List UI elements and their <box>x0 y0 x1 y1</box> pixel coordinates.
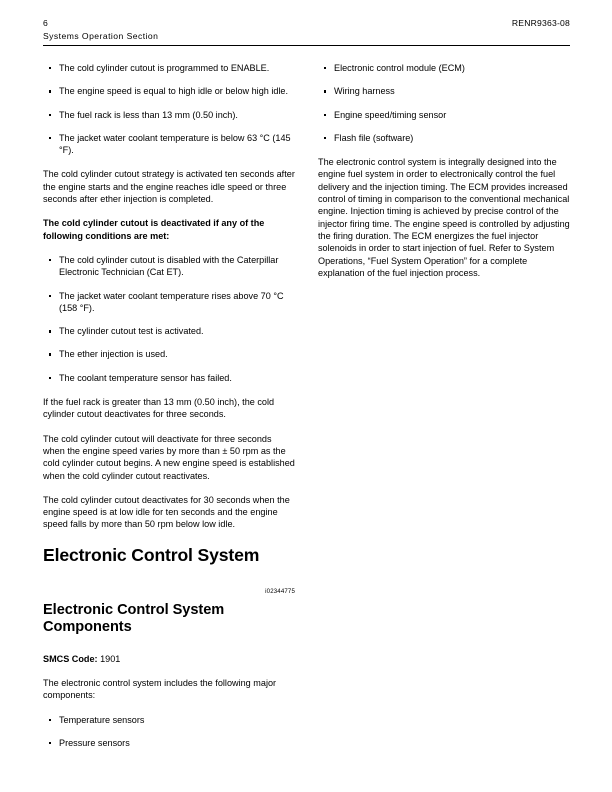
activation-conditions-list <box>43 62 295 156</box>
page-number: 6 <box>43 18 48 28</box>
smcs-code <box>43 653 295 665</box>
components-list-left <box>43 714 295 750</box>
list-item: Temperature sensors <box>43 714 295 726</box>
left-column <box>43 62 295 761</box>
list-item: The jacket water coolant temperature is below 63 °C (145 °F). <box>43 132 295 157</box>
header-divider <box>43 45 570 46</box>
paragraph-cutout-strategy: The cold cylinder cutout strategy is activated ten seconds after the engine starts and the engine reaches idle speed or three seconds after ether injection is completed. <box>43 169 295 205</box>
list-item: The jacket water coolant temperature rises above 70 °C (158 °F). <box>43 290 295 315</box>
list-item: The ether injection is used. <box>43 348 295 360</box>
list-item: Flash file (software) <box>318 132 570 144</box>
smcs-code-value: 1901 <box>100 653 121 664</box>
right-column <box>318 62 570 291</box>
paragraph-deactivate-thirty-seconds: The cold cylinder cutout deactivates for 30 seconds when the engine speed is at low idle for ten seconds and the engine speed falls by more than 50 rpm below low idle. <box>43 494 290 530</box>
header-top-row <box>43 18 570 29</box>
list-item: Wiring harness <box>318 85 570 97</box>
deactivation-conditions-list <box>43 254 295 384</box>
subsection-title: Electronic Control System Components <box>43 601 225 636</box>
list-item: The cold cylinder cutout is programmed to ENABLE. <box>43 62 295 74</box>
reference-code: i02344775 <box>265 587 295 595</box>
list-item: The fuel rack is less than 13 mm (0.50 inch). <box>43 109 295 121</box>
list-item: Engine speed/timing sensor <box>318 109 570 121</box>
section-title: Systems Operation Section <box>43 31 159 41</box>
smcs-code-label: SMCS Code: <box>43 653 98 664</box>
list-item: The cylinder cutout test is activated. <box>43 325 295 337</box>
list-item: The cold cylinder cutout is disabled with the Caterpillar Electronic Technician (Cat ET). <box>43 254 295 279</box>
page-title: Electronic Control System <box>43 544 260 565</box>
page-header <box>43 18 570 42</box>
paragraph-components-intro: The electronic control system includes the following major components: <box>43 678 277 701</box>
list-item: Pressure sensors <box>43 737 295 749</box>
list-item: The coolant temperature sensor has failed. <box>43 372 295 384</box>
list-item: Electronic control module (ECM) <box>318 62 570 74</box>
document-number: RENR9363-08 <box>511 18 570 28</box>
paragraph-deactivate-three-seconds: The cold cylinder cutout will deactivate for three seconds when the engine speed varies by more than ± 50 rpm as the cold cylinder cutout begins. A new engine speed is established when the cold cylinder cutout reactivates. <box>43 433 295 481</box>
components-list-right <box>318 62 570 144</box>
paragraph-system-description: The electronic control system is integrally designed into the engine fuel system in order to electronically control the fuel delivery and the injection timing. The ECM provides increased control of timing in comparison to the conventional mechanical engine. Injection timing is achieved by precise control of the injector firing time. The engine speed is controlled by adjusting the firing duration. The ECM energizes the fuel injector solenoids in order to start injection of fuel. Refer to System Operations, “Fuel System Operation” for a complete explanation of the fuel injection process. <box>318 157 570 278</box>
paragraph-fuel-rack: If the fuel rack is greater than 13 mm (0.50 inch), the cold cylinder cutout deactivates for three seconds. <box>43 397 275 420</box>
heading-deactivation-conditions: The cold cylinder cutout is deactivated if any of the following conditions are met: <box>43 218 265 241</box>
list-item: The engine speed is equal to high idle or below high idle. <box>43 85 295 97</box>
